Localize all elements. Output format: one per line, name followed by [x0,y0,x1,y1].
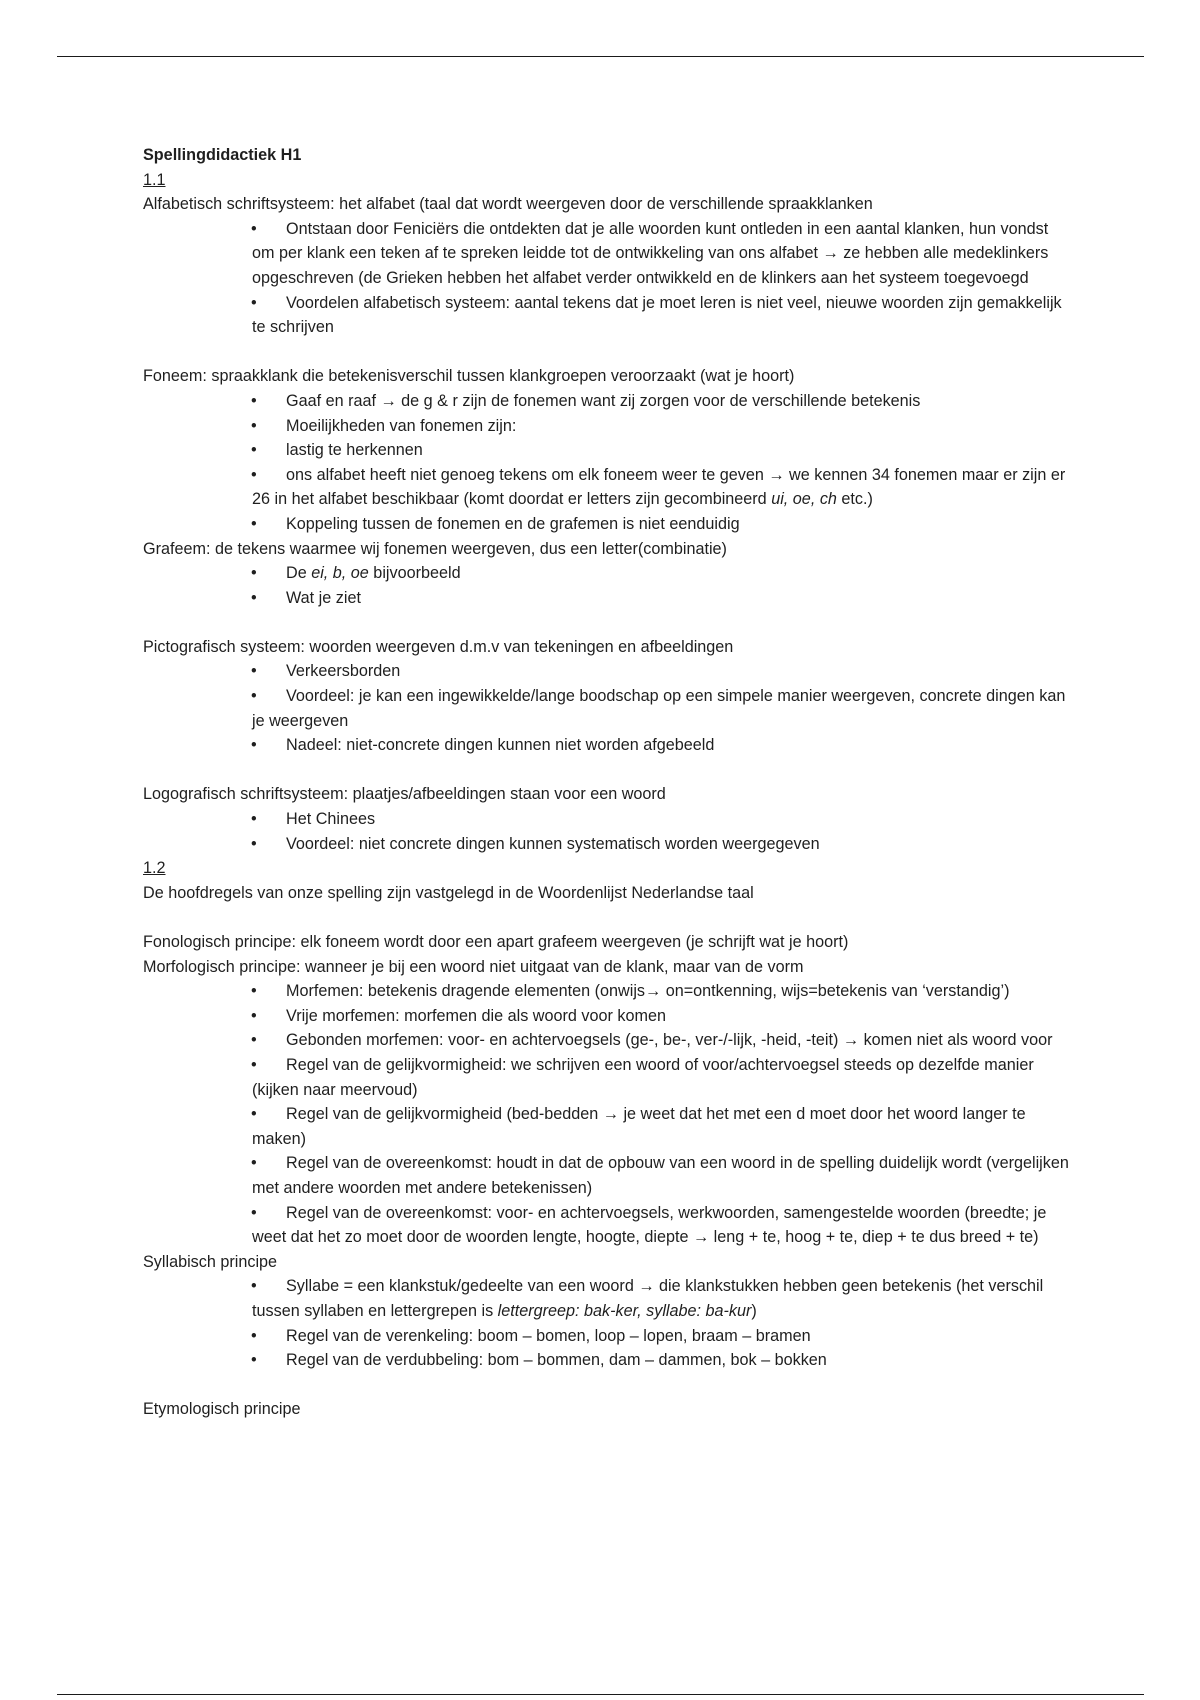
list-item [143,733,1073,758]
bullet-icon: • [251,1203,257,1222]
list-item [143,414,1073,439]
list-item [143,561,1073,586]
list-item-text: Verkeersborden [286,662,401,681]
list-item [143,1004,1073,1029]
paragraph-alfabetisch: Alfabetisch schriftsysteem: het alfabet (taal dat wordt weergeven door de verschillende spraakklanken [143,195,873,214]
list-item [143,389,1073,414]
list-item-text: Koppeling tussen de fonemen en de grafemen is niet eenduidig [286,514,740,533]
list-item-text: Syllabe = een klankstuk/gedeelte van een woord → die klankstukken hebben geen betekenis (het verschil tussen syllaben en lettergrepen is lettergreep: bak-ker, syllabe: ba-kur) [252,1277,1044,1320]
list-item [143,512,1073,537]
list-item [143,291,1073,340]
list-item-text: Voordeel: je kan een ingewikkelde/lange boodschap op een simpele manier weergeven, concrete dingen kan je weergeven [252,687,1066,730]
list-item-text: Wat je ziet [286,588,361,607]
bullet-icon: • [251,1055,257,1074]
paragraph-morfologisch: Morfologisch principe: wanneer je bij een woord niet uitgaat van de klank, maar van de vorm [143,957,804,976]
bullet-icon: • [251,514,257,533]
list-item-text: ons alfabet heeft niet genoeg tekens om elk foneem weer te geven → we kennen 34 fonemen maar er zijn er 26 in het alfabet beschikbaar (komt doordat er letters zijn gecombineerd ui, oe, ch etc.) [252,465,1066,509]
footer-rule [57,1694,1144,1695]
list-item [143,1201,1073,1250]
list-item [143,217,1073,291]
list-item-text: Regel van de gelijkvormigheid (bed-bedden → je weet dat het met een d moet door het woord langer te maken) [252,1105,1026,1148]
paragraph-fonologisch: Fonologisch principe: elk foneem wordt door een apart grafeem weergeven (je schrijft wat je hoort) [143,933,849,951]
list-item-text: Morfemen: betekenis dragende elementen (onwijs→ on=ontkenning, wijs=betekenis van ‘verstandig’) [286,982,1010,1001]
section-heading-1-2: 1.2 [143,859,166,878]
bullet-icon: • [251,441,257,460]
bullet-icon: • [251,293,257,312]
list-item [143,1348,1073,1373]
paragraph-syllabisch: Syllabisch principe [143,1252,278,1271]
bullet-icon: • [251,1006,257,1025]
bullet-icon: • [251,687,257,706]
list-item [143,1028,1073,1053]
list-item [143,1324,1073,1349]
list-item-text: Gaaf en raaf → de g & r zijn de fonemen want zij zorgen voor de verschillende betekenis [286,391,921,410]
bullet-icon: • [251,465,257,484]
list-item [143,979,1073,1004]
document-body [143,143,1073,1422]
bullet-icon: • [251,736,257,755]
list-item [143,438,1073,463]
paragraph-logografisch: Logografisch schriftsysteem: plaatjes/afbeeldingen staan voor een woord [143,785,666,804]
list-item [143,659,1073,684]
list-item-text: Het Chinees [286,810,376,829]
list-item-text: Ontstaan door Feniciërs die ontdekten dat je alle woorden kunt ontleden in een aantal klanken, hun vondst om per klank een teken af te spreken leidde tot de ontwikkeling van ons alfabet → ze hebben alle medeklinkers opgeschreven (de Grieken hebben het alfabet verder ontwikkeld en de klinkers aan het systeem toegevoegd [252,219,1049,287]
paragraph-grafeem: Grafeem: de tekens waarmee wij fonemen weergeven, dus een letter(combinatie) [143,539,727,558]
list-item [143,586,1073,611]
list-item-text: De ei, b, oe bijvoorbeeld [286,564,461,583]
list-item-text: Nadeel: niet-concrete dingen kunnen niet worden afgebeeld [286,736,715,755]
bullet-icon: • [251,219,257,238]
paragraph-pictografisch: Pictografisch systeem: woorden weergeven d.m.v van tekeningen en afbeeldingen [143,637,734,656]
list-item-text: Voordelen alfabetisch systeem: aantal tekens dat je moet leren is niet veel, nieuwe woorden zijn gemakkelijk te schrijven [252,293,1062,337]
bullet-icon: • [251,1031,257,1050]
bullet-icon: • [251,982,257,1001]
bullet-icon: • [251,1277,257,1296]
bullet-icon: • [251,662,257,681]
bullet-icon: • [251,834,257,853]
list-item-text: Moeilijkheden van fonemen zijn: [286,416,517,435]
bullet-icon: • [251,416,257,435]
document-title: Spellingdidactiek H1 [143,146,302,164]
list-item [143,832,1073,857]
list-item-text: Vrije morfemen: morfemen die als woord voor komen [286,1006,666,1025]
list-item-text: Regel van de gelijkvormigheid: we schrijven een woord of voor/achtervoegsel steeds op dezelfde manier (kijken naar meervoud) [252,1055,1034,1099]
list-item-text: Gebonden morfemen: voor- en achtervoegsels (ge-, be-, ver-/-lijk, -heid, -teit) → komen niet als woord voor [286,1031,1053,1050]
bullet-icon: • [251,1351,257,1370]
bullet-icon: • [251,1326,257,1345]
paragraph-etymologisch: Etymologisch principe [143,1400,301,1419]
list-item-text: Regel van de verdubbeling: bom – bommen, dam – dammen, bok – bokken [286,1351,827,1370]
bullet-icon: • [251,810,257,829]
list-item-text: Regel van de overeenkomst: houdt in dat de opbouw van een woord in de spelling duidelijk wordt (vergelijken met andere woorden met andere betekenissen) [252,1154,1069,1197]
list-item [143,463,1073,512]
bullet-icon: • [251,391,257,410]
bullet-icon: • [251,1105,257,1124]
bullet-icon: • [251,564,257,583]
list-item-text: Regel van de overeenkomst: voor- en achtervoegsels, werkwoorden, samengestelde woorden (breedte; je weet dat het zo moet door de woorden lengte, hoogte, diepte → leng + te, hoog + te, diep + te dus breed + te) [252,1203,1047,1247]
list-item [143,1274,1073,1323]
paragraph-hoofdregels: De hoofdregels van onze spelling zijn vastgelegd in de Woordenlijst Nederlandse taal [143,883,754,902]
header-rule [57,56,1144,57]
section-heading-1-1: 1.1 [143,170,166,189]
list-item [143,807,1073,832]
list-item-text: Voordeel: niet concrete dingen kunnen systematisch worden weergegeven [286,834,820,853]
list-item [143,1102,1073,1151]
list-item-text: lastig te herkennen [286,441,423,460]
list-item [143,1053,1073,1102]
list-item-text: Regel van de verenkeling: boom – bomen, loop – lopen, braam – bramen [286,1326,811,1345]
bullet-icon: • [251,1154,257,1173]
list-item [143,684,1073,733]
list-item [143,1151,1073,1200]
bullet-icon: • [251,588,257,607]
paragraph-foneem: Foneem: spraakklank die betekenisverschil tussen klankgroepen veroorzaakt (wat je hoort) [143,367,795,386]
